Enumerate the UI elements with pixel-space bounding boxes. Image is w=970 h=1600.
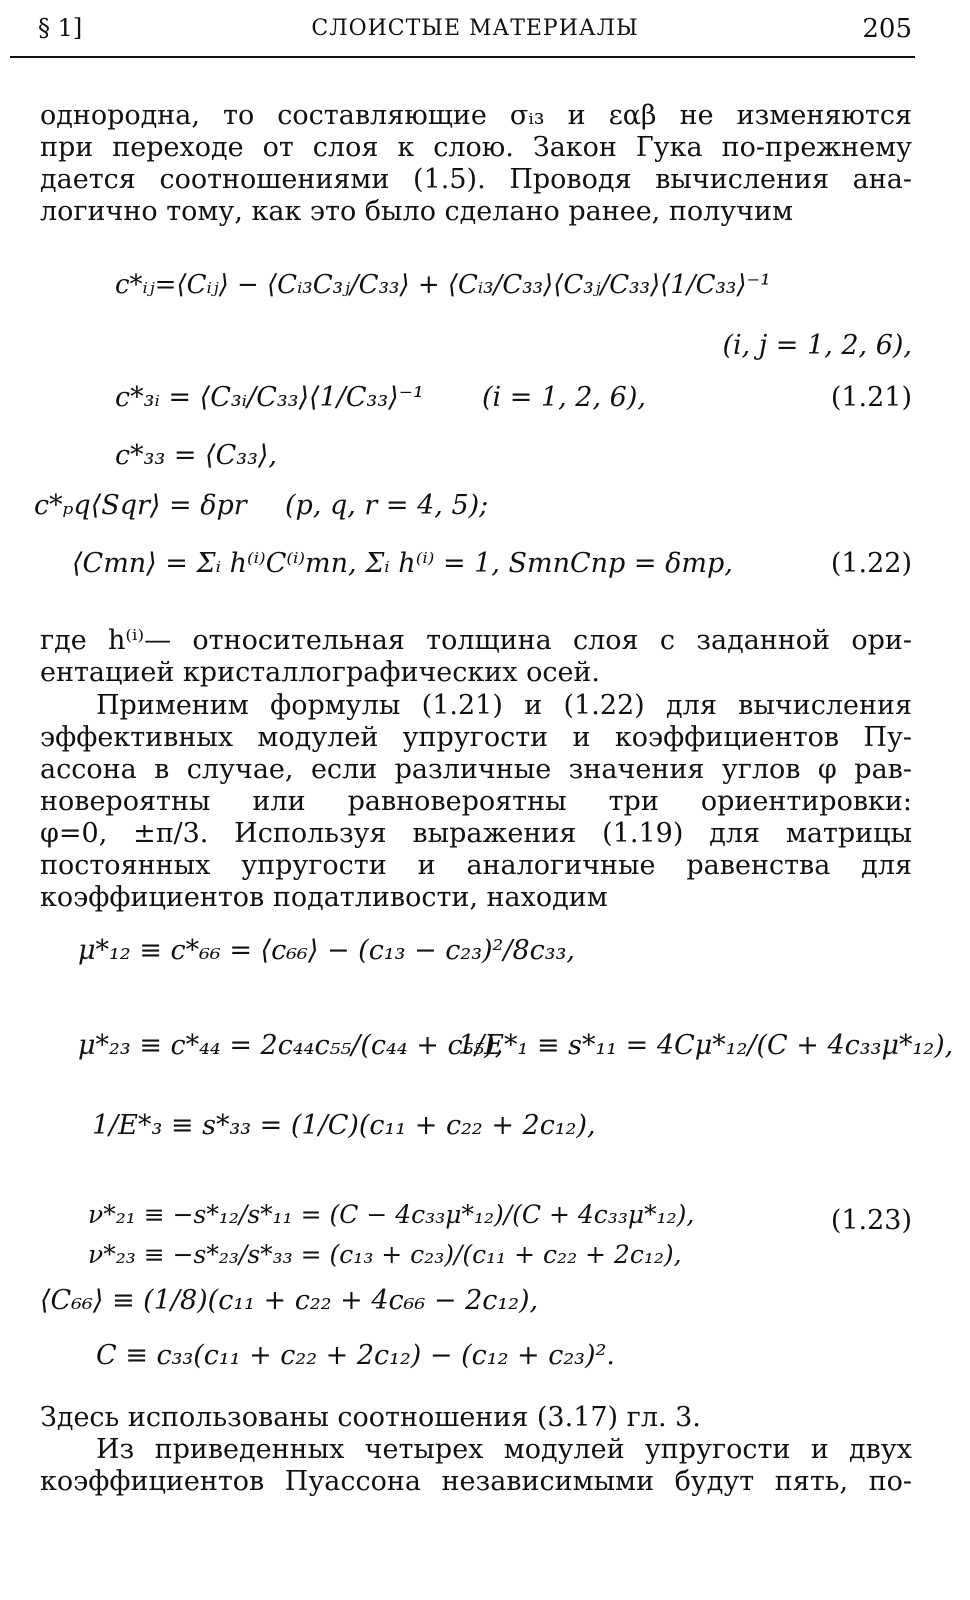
equation-nu23: ν*₂₃ ≡ −s*₂₃/s*₃₃ = (c₁₃ + c₂₃)/(c₁₁ + c₂₂ + 2c₁₂), xyxy=(88,1240,682,1269)
equation-number-1-22: (1.22) xyxy=(830,548,912,579)
equation-c3i-condition: (i = 1, 2, 6), xyxy=(482,382,646,413)
text-line: постоянных упругости и аналогичные равенства для xyxy=(40,850,912,881)
equation-cpq: c*ₚq⟨Sqr⟩ = δpr xyxy=(34,490,247,521)
equation-sum: ⟨Cmn⟩ = Σᵢ h⁽ⁱ⁾C⁽ⁱ⁾mn, Σᵢ h⁽ⁱ⁾ = 1, SmnCnp = δmp, xyxy=(72,548,733,579)
equation-E1: 1/E*₁ ≡ s*₁₁ = 4Cμ*₁₂/(C + 4c₃₃μ*₁₂), xyxy=(458,1030,954,1061)
equation-E3: 1/E*₃ ≡ s*₃₃ = (1/C)(c₁₁ + c₂₂ + 2c₁₂), xyxy=(92,1110,596,1141)
equation-c66: ⟨C₆₆⟩ ≡ (1/8)(c₁₁ + c₂₂ + 4c₆₆ − 2c₁₂), xyxy=(40,1285,539,1316)
text-line: φ=0, ±π/3. Используя выражения (1.19) для матрицы xyxy=(40,818,912,849)
text-line: Здесь использованы соотношения (3.17) гл. 3. xyxy=(40,1402,701,1433)
text-line: ентацией кристаллографических осей. xyxy=(40,657,601,688)
equation-cij-condition: (i, j = 1, 2, 6), xyxy=(722,330,912,361)
equation-cpq-condition: (p, q, r = 4, 5); xyxy=(285,490,489,521)
section-mark: § 1] xyxy=(38,14,83,42)
equation-cij: c*ᵢⱼ=⟨Cᵢⱼ⟩ − ⟨Cᵢ₃C₃ⱼ/C₃₃⟩ + ⟨Cᵢ₃/C₃₃⟩⟨C₃ⱼ/C₃₃⟩⟨1/C₃₃⟩⁻¹ xyxy=(115,270,771,300)
text-line: коэффициентов Пуассона независимыми будут пять, по- xyxy=(40,1466,912,1497)
equation-number-1-23: (1.23) xyxy=(830,1205,912,1236)
text-line: Из приведенных четырех модулей упругости и двух xyxy=(96,1434,912,1465)
text-line: дается соотношениями (1.5). Проводя вычисления ана- xyxy=(40,164,912,195)
text-line: ассона в случае, если различные значения углов φ рав- xyxy=(40,754,912,785)
text-line: эффективных модулей упругости и коэффициентов Пу- xyxy=(40,722,912,753)
text-line: Применим формулы (1.21) и (1.22) для вычисления xyxy=(96,690,912,721)
equation-mu23: μ*₂₃ ≡ c*₄₄ = 2c₄₄c₅₅/(c₄₄ + c₅₅), xyxy=(78,1030,504,1061)
text-line: при переходе от слоя к слою. Закон Гука по-прежнему xyxy=(40,132,912,163)
equation-nu21: ν*₂₁ ≡ −s*₁₂/s*₁₁ = (C − 4c₃₃μ*₁₂)/(C + 4c₃₃μ*₁₂), xyxy=(88,1200,695,1229)
equation-mu12: μ*₁₂ ≡ c*₆₆ = ⟨c₆₆⟩ − (c₁₃ − c₂₃)²/8c₃₃, xyxy=(78,935,576,966)
text-line: логично тому, как это было сделано ранее, получим xyxy=(40,196,793,227)
header-rule xyxy=(10,56,915,58)
text-line: новероятны или равновероятны три ориентировки: xyxy=(40,786,912,817)
running-header xyxy=(38,14,912,50)
text-line: коэффициентов податливости, находим xyxy=(40,882,608,913)
text-line: где h⁽ⁱ⁾— относительная толщина слоя с заданной ори- xyxy=(40,625,912,656)
equation-number-1-21: (1.21) xyxy=(830,382,912,413)
running-title: СЛОИСТЫЕ МАТЕРИАЛЫ xyxy=(311,16,639,41)
equation-c33: c*₃₃ = ⟨C₃₃⟩, xyxy=(115,440,278,471)
equation-C: C ≡ c₃₃(c₁₁ + c₂₂ + 2c₁₂) − (c₁₂ + c₂₃)². xyxy=(96,1340,615,1371)
page-number: 205 xyxy=(862,14,912,44)
text-line: однородна, то составляющие σᵢ₃ и εαβ не изменяются xyxy=(40,100,912,131)
equation-c3i: c*₃ᵢ = ⟨C₃ᵢ/C₃₃⟩⟨1/C₃₃⟩⁻¹ xyxy=(115,382,424,413)
